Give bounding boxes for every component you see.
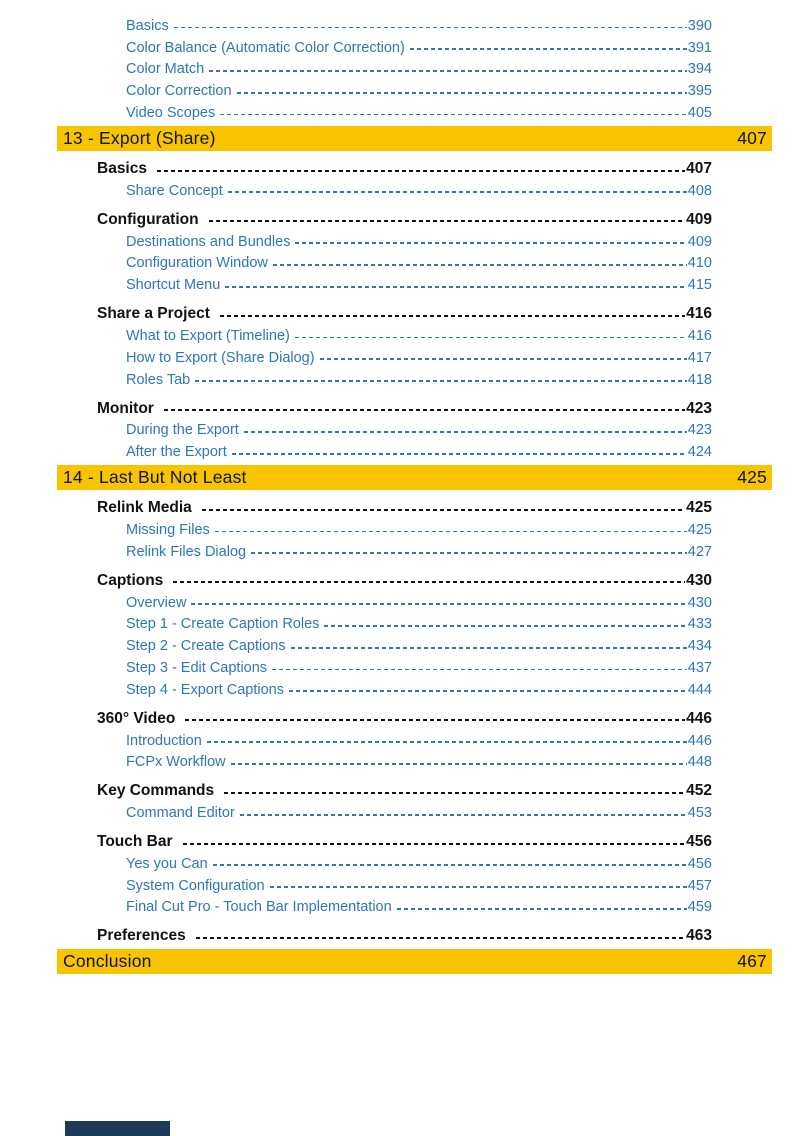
toc-entry[interactable] (126, 180, 712, 202)
dash-leader (195, 380, 687, 382)
entry-label: Overview (126, 594, 187, 611)
dash-leader (324, 625, 686, 627)
entry-label: Color Match (126, 61, 205, 78)
dash-leader (196, 937, 685, 939)
dash-leader (228, 191, 687, 193)
toc-entry[interactable] (126, 657, 712, 679)
chapter-bar[interactable] (57, 465, 772, 490)
entry-page-number: 418 (687, 371, 712, 388)
dash-leader (240, 814, 687, 816)
entry-label: Preferences (97, 927, 186, 945)
entry-page-number: 395 (687, 83, 712, 100)
entry-label: Touch Bar (97, 833, 173, 851)
entry-label: System Configuration (126, 877, 265, 894)
toc-entry[interactable] (126, 679, 712, 701)
toc-entry[interactable] (126, 274, 712, 296)
toc-entry[interactable] (97, 497, 712, 519)
entry-label: Step 1 - Create Caption Roles (126, 616, 320, 633)
toc-entry[interactable] (126, 751, 712, 773)
dash-leader (207, 741, 687, 743)
entry-page-number: 456 (686, 833, 712, 851)
chapter-page-number: 467 (737, 951, 767, 972)
entry-page-number: 423 (686, 399, 712, 417)
entry-label: Relink Media (97, 499, 192, 517)
entry-label: Missing Files (126, 521, 210, 538)
entry-label: Configuration (97, 210, 199, 228)
entry-page-number: 405 (687, 105, 712, 122)
dash-leader (164, 409, 685, 411)
entry-page-number: 430 (687, 594, 712, 611)
entry-page-number: 457 (687, 877, 712, 894)
entry-label: Step 2 - Create Captions (126, 638, 286, 655)
dash-leader (244, 431, 687, 433)
dash-leader (191, 603, 686, 605)
toc-entry[interactable] (126, 37, 712, 59)
entry-label: Basics (97, 160, 147, 178)
dash-leader (295, 337, 687, 339)
entry-label: Share Concept (126, 182, 223, 199)
entry-page-number: 394 (687, 61, 712, 78)
entry-label: After the Export (126, 444, 227, 461)
toc-entry[interactable] (97, 780, 712, 802)
chapter-title: 13 - Export (Share) (63, 127, 216, 148)
dash-leader (209, 220, 686, 222)
entry-page-number: 425 (686, 499, 712, 517)
entry-label: Color Correction (126, 83, 232, 100)
entry-page-number: 390 (687, 17, 712, 34)
entry-page-number: 407 (686, 160, 712, 178)
dash-leader (289, 690, 687, 692)
chapter-bar[interactable] (57, 949, 772, 974)
dash-leader (220, 315, 685, 317)
entry-page-number: 423 (687, 422, 712, 439)
toc-entry[interactable] (97, 398, 712, 420)
dash-leader (397, 908, 687, 910)
entry-label: 360° Video (97, 709, 176, 727)
toc-entry[interactable] (97, 209, 712, 231)
dash-leader (232, 453, 687, 455)
dash-leader (209, 70, 687, 72)
entry-page-number: 415 (687, 277, 712, 294)
entry-page-number: 437 (687, 659, 712, 676)
entry-label: Roles Tab (126, 371, 191, 388)
dash-leader (273, 264, 687, 266)
entry-page-number: 424 (687, 444, 712, 461)
entry-page-number: 463 (686, 927, 712, 945)
entry-label: FCPx Workflow (126, 754, 226, 771)
chapter-page-number: 407 (737, 127, 767, 148)
entry-page-number: 446 (687, 732, 712, 749)
entry-page-number: 409 (687, 233, 712, 250)
entry-page-number: 459 (687, 899, 712, 916)
toc-entry[interactable] (126, 897, 712, 919)
entry-page-number: 416 (686, 305, 712, 323)
entry-page-number: 434 (687, 638, 712, 655)
entry-page-number: 409 (686, 210, 712, 228)
dash-leader (295, 242, 686, 244)
entry-label: Color Balance (Automatic Color Correction) (126, 39, 405, 56)
entry-label: Shortcut Menu (126, 277, 221, 294)
entry-label: Final Cut Pro - Touch Bar Implementation (126, 899, 392, 916)
toc-entry[interactable] (126, 730, 712, 752)
toc-entry[interactable] (126, 325, 712, 347)
dash-leader (251, 552, 687, 554)
dash-leader (291, 647, 687, 649)
toc-entry[interactable] (97, 708, 712, 730)
toc-entry[interactable] (126, 59, 712, 81)
next-page-partial-bar (65, 1121, 170, 1136)
dash-leader (185, 719, 685, 721)
toc-entry[interactable] (97, 303, 712, 325)
entry-label: Basics (126, 17, 169, 34)
dash-leader (231, 763, 687, 765)
dash-leader (225, 286, 686, 288)
toc-entry[interactable] (97, 926, 712, 948)
dash-leader (213, 864, 687, 866)
chapter-title: 14 - Last But Not Least (63, 467, 247, 488)
entry-label: Configuration Window (126, 255, 268, 272)
dash-leader (174, 27, 687, 29)
entry-page-number: 408 (687, 182, 712, 199)
toc-entry[interactable] (126, 15, 712, 37)
entry-page-number: 425 (687, 521, 712, 538)
entry-label: Step 3 - Edit Captions (126, 659, 268, 676)
entry-label: Relink Files Dialog (126, 543, 247, 560)
toc-entry[interactable] (126, 875, 712, 897)
dash-leader (224, 792, 685, 794)
dash-leader (157, 170, 685, 172)
entry-label: Yes you Can (126, 855, 208, 872)
entry-page-number: 430 (686, 571, 712, 589)
entry-page-number: 452 (686, 782, 712, 800)
toc-entry[interactable] (97, 831, 712, 853)
toc-entry[interactable] (126, 231, 712, 253)
toc-entry[interactable] (126, 853, 712, 875)
toc-entry[interactable] (126, 253, 712, 275)
toc-entry[interactable] (126, 613, 712, 635)
entry-label: Share a Project (97, 305, 210, 323)
toc-entry[interactable] (126, 420, 712, 442)
toc-entry[interactable] (126, 635, 712, 657)
entry-page-number: 446 (686, 709, 712, 727)
toc-entry[interactable] (126, 592, 712, 614)
chapter-page-number: 425 (737, 467, 767, 488)
dash-leader (215, 531, 687, 533)
dash-leader (320, 358, 687, 360)
entry-label: Command Editor (126, 805, 235, 822)
toc-entry[interactable] (126, 347, 712, 369)
entry-page-number: 416 (687, 328, 712, 345)
toc-entry[interactable] (97, 158, 712, 180)
chapter-title: Conclusion (63, 951, 152, 972)
entry-label: Captions (97, 571, 164, 589)
entry-page-number: 427 (687, 543, 712, 560)
entry-page-number: 448 (687, 754, 712, 771)
dash-leader (183, 843, 686, 845)
dash-leader (173, 581, 685, 583)
toc-entry[interactable] (126, 80, 712, 102)
entry-label: Destinations and Bundles (126, 233, 291, 250)
entry-label: Introduction (126, 732, 202, 749)
toc-entry[interactable] (97, 570, 712, 592)
entry-page-number: 433 (687, 616, 712, 633)
toc-entry[interactable] (126, 441, 712, 463)
entry-label: Video Scopes (126, 105, 216, 122)
entry-label: Key Commands (97, 782, 215, 800)
entry-label: What to Export (Timeline) (126, 328, 290, 345)
dash-leader (220, 114, 687, 116)
entry-label: During the Export (126, 422, 239, 439)
dash-leader (202, 509, 685, 511)
dash-leader (272, 669, 687, 671)
toc-entry[interactable] (126, 102, 712, 124)
toc-entry[interactable] (126, 541, 712, 563)
entry-page-number: 417 (687, 349, 712, 366)
toc-entry[interactable] (126, 519, 712, 541)
entry-page-number: 453 (687, 805, 712, 822)
entry-page-number: 456 (687, 855, 712, 872)
chapter-bar[interactable] (57, 126, 772, 151)
entry-page-number: 391 (687, 39, 712, 56)
entry-label: Monitor (97, 399, 154, 417)
dash-leader (410, 48, 687, 50)
entry-label: Step 4 - Export Captions (126, 681, 284, 698)
dash-leader (270, 886, 687, 888)
entry-label: How to Export (Share Dialog) (126, 349, 315, 366)
toc-entry[interactable] (126, 802, 712, 824)
toc-entry[interactable] (126, 369, 712, 391)
entry-page-number: 444 (687, 681, 712, 698)
entry-page-number: 410 (687, 255, 712, 272)
dash-leader (237, 92, 687, 94)
